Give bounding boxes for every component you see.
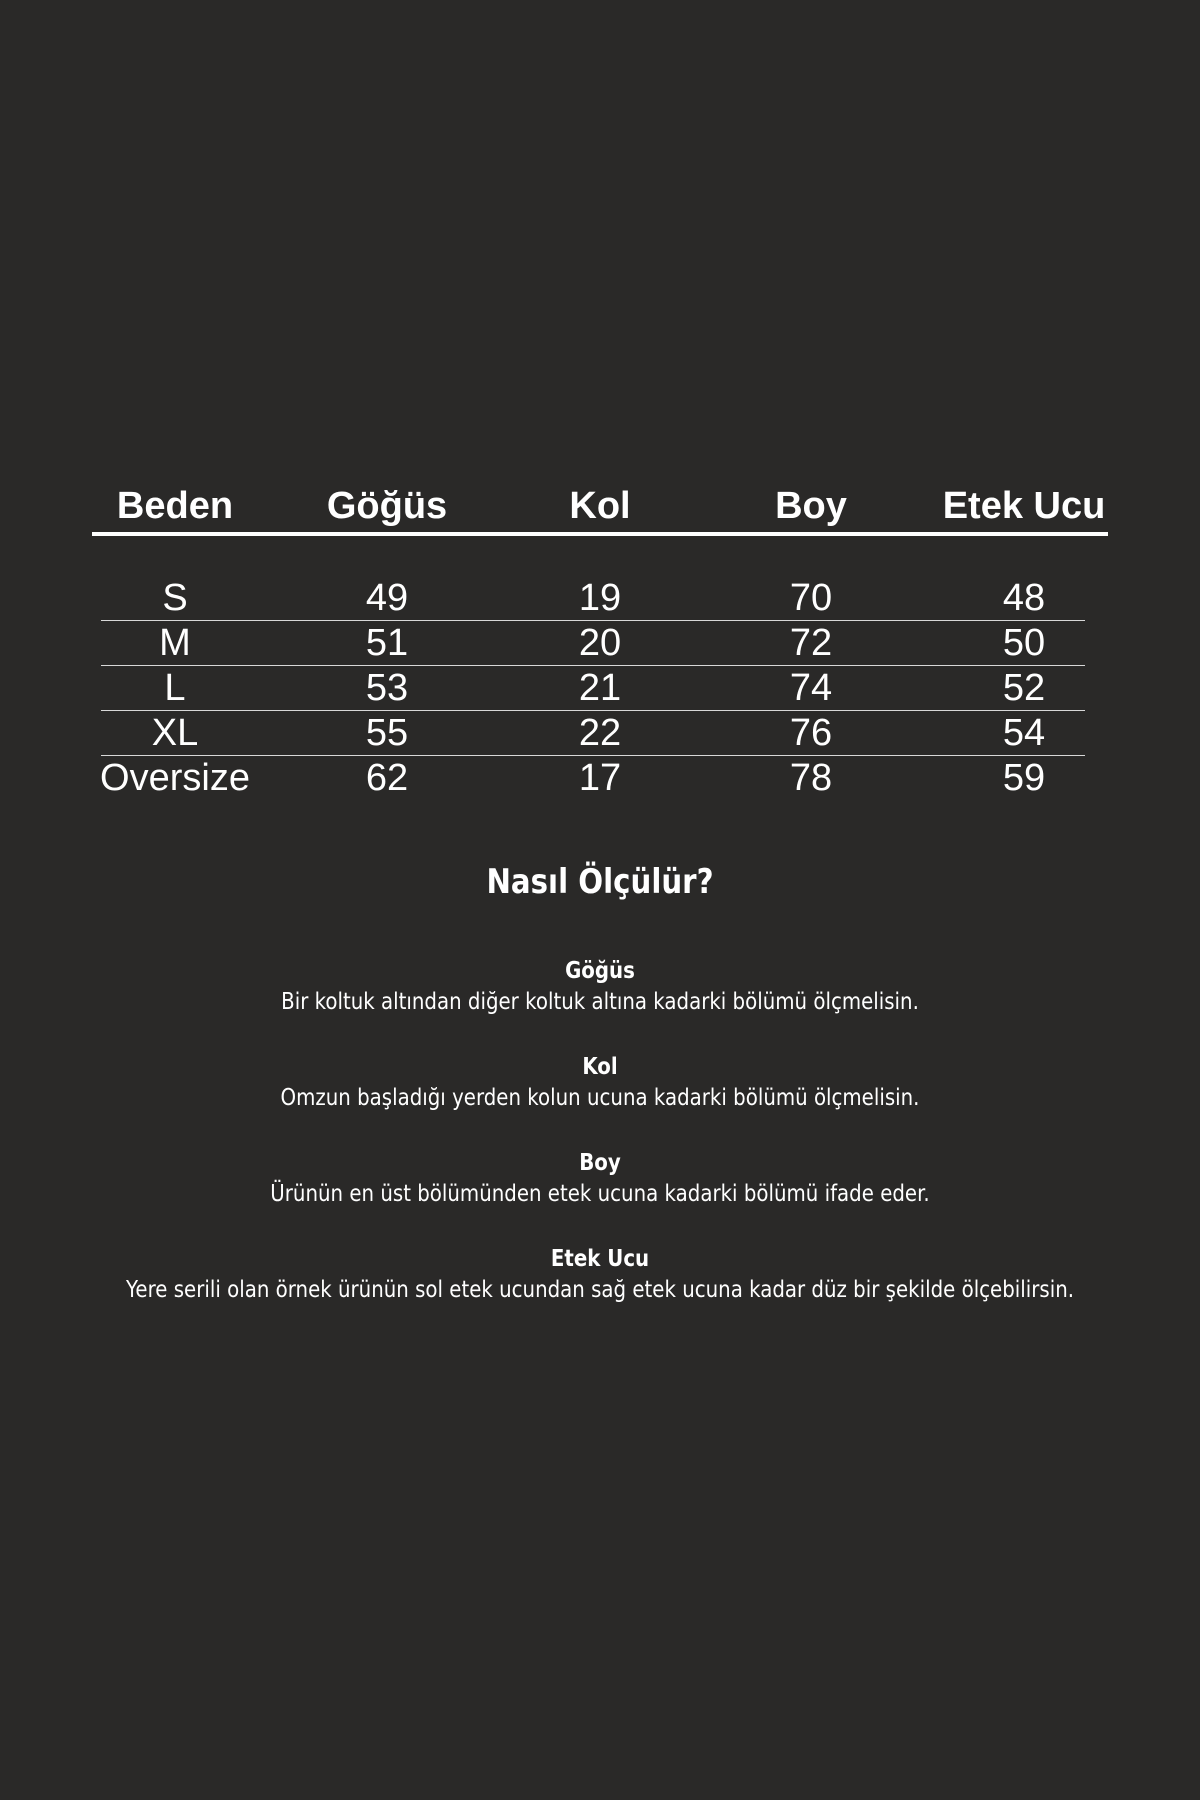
cell-etek-ucu: 50 [1002, 622, 1046, 664]
how-to-measure-title: Nasıl Ölçülür? [486, 862, 714, 902]
cell-boy: 76 [789, 712, 833, 754]
cell-etek-ucu: 48 [1002, 577, 1046, 619]
cell-gogus: 51 [365, 622, 409, 664]
measure-section-title: Etek Ucu [550, 1246, 650, 1272]
table-row [101, 576, 1085, 621]
cell-boy: 74 [789, 667, 833, 709]
measure-section-boy [84, 1148, 1116, 1210]
table-row [101, 621, 1085, 666]
measure-section-title: Boy [579, 1150, 621, 1176]
cell-kol: 22 [578, 712, 622, 754]
measure-section-text: Ürünün en üst bölümünden etek ucuna kadarki bölümü ifade eder. [270, 1181, 930, 1207]
cell-boy: 72 [789, 622, 833, 664]
table-row [101, 666, 1085, 711]
measure-section-text: Yere serili olan örnek ürünün sol etek ucundan sağ etek ucuna kadar düz bir şekilde ölçebilirsin. [125, 1277, 1075, 1303]
header-gogus: Göğüs [326, 485, 448, 527]
measure-section-kol [84, 1052, 1116, 1114]
cell-boy: 78 [789, 757, 833, 799]
cell-size: Oversize [100, 757, 250, 799]
cell-gogus: 62 [365, 757, 409, 799]
measure-section-title: Kol [582, 1054, 618, 1080]
cell-etek-ucu: 52 [1002, 667, 1046, 709]
measure-section-gogus [84, 956, 1116, 1018]
cell-kol: 20 [578, 622, 622, 664]
header-etek-ucu: Etek Ucu [942, 485, 1106, 527]
cell-size: XL [151, 712, 199, 754]
size-table [92, 480, 1108, 799]
cell-gogus: 53 [365, 667, 409, 709]
cell-etek-ucu: 59 [1002, 757, 1046, 799]
cell-size: L [164, 667, 186, 709]
measure-section-etek-ucu [84, 1244, 1116, 1306]
cell-size: M [159, 622, 191, 664]
cell-size: S [162, 577, 188, 619]
header-beden: Beden [116, 485, 234, 527]
table-row [101, 711, 1085, 756]
table-row [101, 756, 1085, 800]
measure-section-title: Göğüs [565, 958, 635, 984]
header-boy: Boy [775, 485, 847, 527]
cell-etek-ucu: 54 [1002, 712, 1046, 754]
size-table-body [92, 576, 1108, 800]
size-table-header [92, 480, 1108, 536]
measure-section-text: Bir koltuk altından diğer koltuk altına kadarki bölümü ölçmelisin. [281, 989, 919, 1015]
cell-boy: 70 [789, 577, 833, 619]
cell-kol: 21 [578, 667, 622, 709]
cell-kol: 17 [578, 757, 622, 799]
cell-gogus: 49 [365, 577, 409, 619]
cell-gogus: 55 [365, 712, 409, 754]
cell-kol: 19 [578, 577, 622, 619]
measure-section-text: Omzun başladığı yerden kolun ucuna kadarki bölümü ölçmelisin. [280, 1085, 920, 1111]
header-kol: Kol [569, 485, 631, 527]
